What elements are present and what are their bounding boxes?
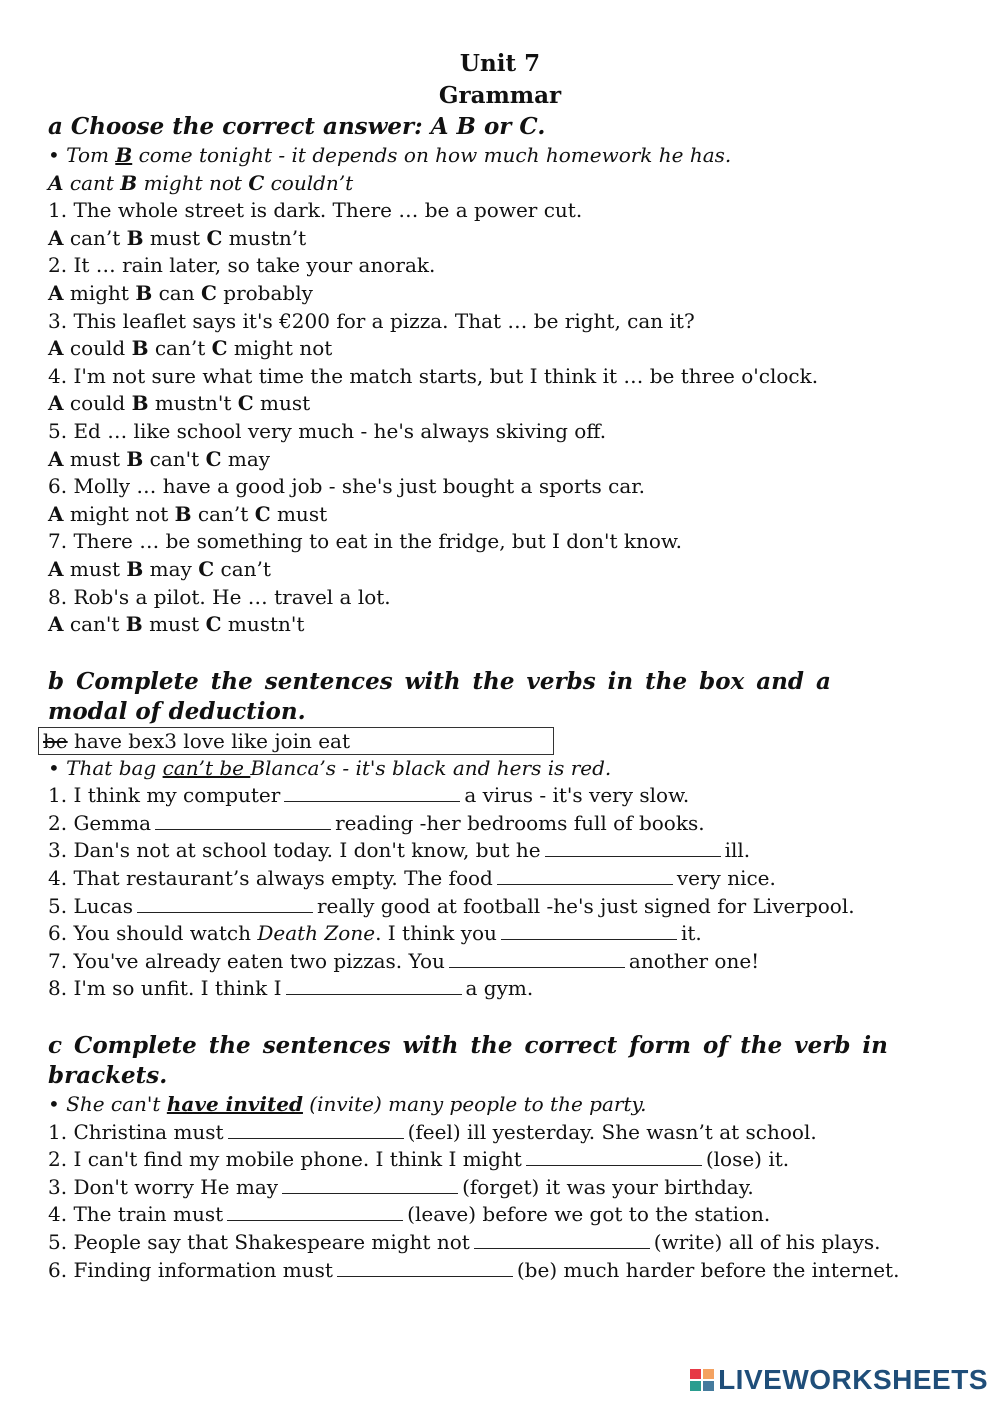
option-letter: A [48, 612, 64, 637]
question-a-5: 5. Ed … like school very much - he's always skiving off. [48, 418, 607, 443]
option-letter: B [131, 336, 149, 361]
option-letter: B [126, 225, 144, 250]
section-b-example: • That bag can’t be Blanca’s - it's black and hers is red. [48, 755, 612, 780]
question-c-4 [48, 1201, 952, 1229]
question-a-4: 4. I'm not sure what time the match starts, but I think it … be three o'clock. [48, 363, 819, 388]
option-text: must [149, 612, 200, 637]
sentence-end: it. [680, 921, 702, 946]
option-text: could [69, 336, 126, 361]
option-letter: B [126, 556, 144, 581]
sentence-start: 1. I think my computer [48, 783, 281, 808]
question-c-2 [48, 1146, 952, 1174]
option-letter: B [126, 446, 144, 471]
option-letter: C [200, 280, 217, 305]
sentence-start: 3. Don't worry He may [48, 1174, 279, 1199]
section-c-heading-cont: brackets. [48, 1062, 168, 1090]
option-letter: A [48, 501, 64, 526]
question-b-3 [48, 837, 952, 865]
option-text: can’t [69, 225, 121, 250]
question-a-7: 7. There … be something to eat in the fridge, but I don't know. [48, 529, 683, 554]
option-text: must [260, 391, 311, 416]
option-text: can [158, 280, 195, 305]
option-letter: B [131, 391, 149, 416]
sentence-end: (leave) before we got to the station. [407, 1202, 771, 1227]
options-a-1 [48, 225, 952, 253]
option-letter: C [205, 612, 222, 637]
option-text: mustn’t [228, 225, 307, 250]
section-a-example-options: A cant B might not C couldn’t [48, 170, 354, 195]
option-letter: C [254, 501, 271, 526]
section-b-heading-cont: modal of deduction. [48, 697, 306, 725]
option-letter: C [205, 446, 222, 471]
option-text: might not [69, 501, 169, 526]
option-letter: B [125, 612, 143, 637]
options-a-4 [48, 390, 952, 418]
options-a-2 [48, 280, 952, 308]
option-letter: C [198, 556, 215, 581]
question-a-1: 1. The whole street is dark. There … be a power cut. [48, 198, 583, 223]
option-text: must [69, 556, 121, 581]
option-letter: A [48, 556, 64, 581]
question-b-6 [48, 920, 952, 948]
option-letter: A [48, 280, 64, 305]
options-a-7 [48, 556, 952, 584]
option-letter: B [174, 501, 192, 526]
section-a-questions [48, 197, 952, 639]
question-a-3: 3. This leaflet says it's €200 for a pizza. That … be right, can it? [48, 308, 695, 333]
question-c-6 [48, 1257, 952, 1285]
option-text: may [227, 446, 271, 471]
section-c-questions [48, 1119, 952, 1285]
option-text: might [69, 280, 129, 305]
sentence-start: 2. Gemma [48, 810, 152, 835]
section-c-example: • She can't have invited (invite) many people to the party. [48, 1092, 647, 1117]
sentence-start: 7. You've already eaten two pizzas. You [48, 948, 445, 973]
answer-blank[interactable] [545, 839, 721, 857]
question-b-7 [48, 948, 952, 976]
options-a-3 [48, 335, 952, 363]
question-a-2: 2. It … rain later, so take your anorak. [48, 253, 436, 278]
answer-blank[interactable] [286, 977, 462, 995]
sentence-start: 5. Lucas [48, 893, 133, 918]
question-b-1 [48, 782, 952, 810]
question-b-5 [48, 893, 952, 921]
topic-title: Grammar [438, 82, 562, 109]
answer-blank[interactable] [526, 1148, 702, 1166]
question-a-6: 6. Molly … have a good job - she's just bought a sports car. [48, 474, 646, 499]
verb-box: be have bex3 love like join eat [38, 727, 554, 755]
sentence-end: a virus - it's very slow. [464, 783, 690, 808]
option-letter: A [48, 336, 64, 361]
sentence-end: (be) much harder before the internet. [516, 1257, 900, 1282]
answer-blank[interactable] [501, 922, 677, 940]
answer-blank[interactable] [474, 1231, 650, 1249]
sentence-start: 2. I can't find my mobile phone. I think I might [48, 1147, 522, 1172]
answer-blank[interactable] [282, 1176, 458, 1194]
sentence-start: 8. I'm so unfit. I think I [48, 976, 282, 1001]
option-text: could [69, 391, 126, 416]
option-text: must [276, 501, 328, 526]
sentence-end: (lose) it. [705, 1147, 790, 1172]
option-text: can't [69, 612, 120, 637]
option-text: can't [149, 446, 200, 471]
question-b-4 [48, 865, 952, 893]
answer-blank[interactable] [155, 812, 331, 830]
answer-blank[interactable] [284, 784, 460, 802]
sentence-start: 4. That restaurant’s always empty. The food [48, 866, 493, 891]
question-c-1 [48, 1119, 952, 1147]
option-text: may [149, 556, 192, 581]
logo-icon [690, 1369, 714, 1391]
sentence-end: another one! [628, 948, 760, 973]
option-letter: A [48, 225, 64, 250]
answer-blank[interactable] [228, 1121, 404, 1139]
option-text: must [69, 446, 121, 471]
brand-name: LIVEWORKSHEETS [718, 1364, 988, 1395]
question-b-8 [48, 975, 952, 1003]
option-text: can’t [154, 336, 206, 361]
sentence-start: 3. Dan's not at school today. I don't know, but he [48, 838, 541, 863]
option-text: probably [223, 280, 313, 305]
section-c-heading: c Complete the sentences with the correct form of the verb in [48, 1032, 888, 1060]
option-text: can’t [220, 556, 271, 581]
option-letter: C [237, 391, 254, 416]
option-text: mustn't [154, 391, 232, 416]
sentence-start: 6. You should watch [48, 921, 258, 946]
liveworksheets-logo [690, 1364, 988, 1396]
sentence-start: 1. Christina must [48, 1119, 224, 1144]
worksheet [43, 48, 952, 1284]
option-letter: A [48, 446, 64, 471]
option-letter: C [211, 336, 228, 361]
question-c-3 [48, 1174, 952, 1202]
option-letter: A [48, 391, 64, 416]
sentence-end: really good at football -he's just signed for Liverpool. [317, 893, 855, 918]
sentence-end: very nice. [676, 866, 776, 891]
question-a-8: 8. Rob's a pilot. He … travel a lot. [48, 584, 391, 609]
sentence-mid: . I think you [375, 921, 497, 946]
question-c-5 [48, 1229, 952, 1257]
sentence-end: (forget) it was your birthday. [462, 1174, 754, 1199]
unit-title: Unit 7 [459, 50, 541, 77]
option-text: mustn't [227, 612, 305, 637]
sentence-start: 5. People say that Shakespeare might not [48, 1230, 470, 1254]
section-a-heading: a Choose the correct answer: A B or C. [48, 113, 546, 140]
answer-blank[interactable] [497, 867, 673, 885]
section-a-example: • Tom B come tonight - it depends on how much homework he has. [48, 143, 732, 167]
option-text: must [149, 225, 201, 250]
sentence-end: (write) all of his plays. [653, 1230, 881, 1254]
sentence-end: (feel) ill yesterday. She wasn’t at school. [407, 1119, 817, 1144]
answer-blank[interactable] [227, 1203, 403, 1221]
options-a-5 [48, 446, 952, 474]
section-b-questions [48, 782, 952, 1003]
option-letter: B [135, 280, 153, 305]
option-text: might not [233, 336, 333, 361]
section-b-heading: b Complete the sentences with the verbs in the box and a [48, 667, 831, 695]
sentence-start: 4. The train must [48, 1202, 224, 1227]
title-italic: Death Zone [257, 921, 376, 946]
sentence-end: reading -her bedrooms full of books. [335, 810, 705, 835]
answer-blank[interactable] [137, 895, 313, 913]
option-letter: C [206, 225, 223, 250]
answer-blank[interactable] [337, 1259, 513, 1277]
sentence-end: ill. [724, 838, 751, 863]
option-text: can’t [197, 501, 249, 526]
question-b-2 [48, 810, 952, 838]
answer-blank[interactable] [449, 950, 625, 968]
options-a-6 [48, 501, 952, 529]
options-a-8 [48, 611, 952, 639]
sentence-start: 6. Finding information must [48, 1257, 333, 1282]
sentence-end: a gym. [465, 976, 534, 1001]
